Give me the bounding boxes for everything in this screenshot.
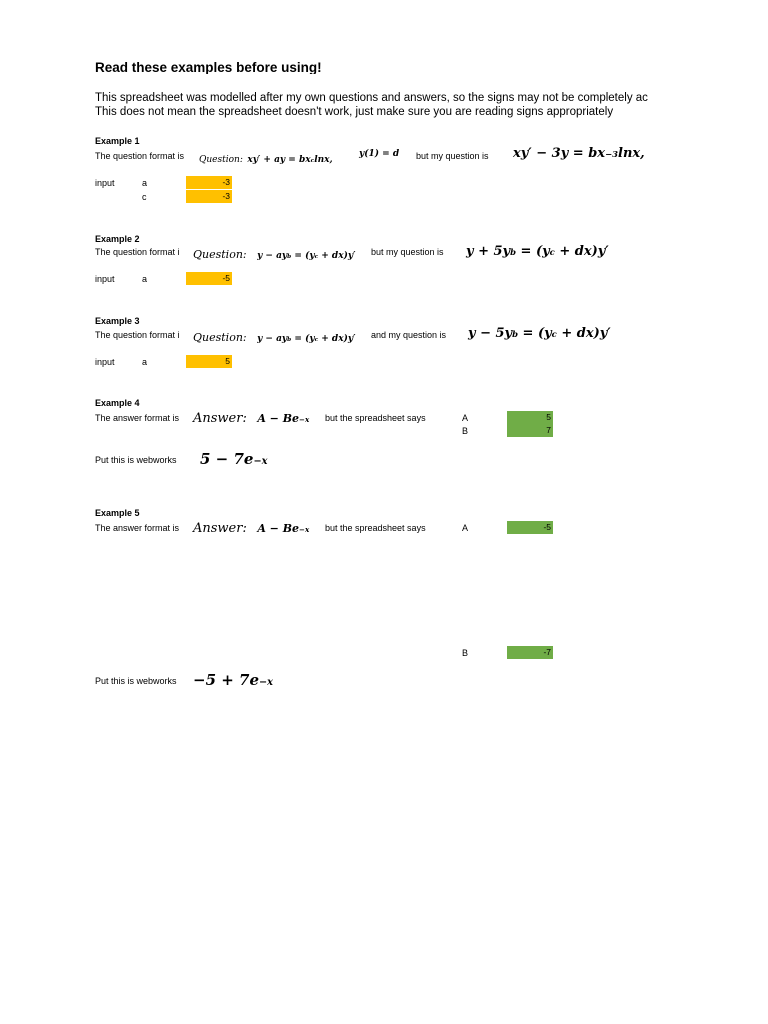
example-1-mine-label: but my question is xyxy=(416,151,489,161)
example-1-input-a-cell[interactable]: -3 xyxy=(186,176,232,189)
example-5-says-label: but the spreadsheet says xyxy=(325,523,426,533)
example-2-input-a-cell[interactable]: -5 xyxy=(186,272,232,285)
example-1-input-c-cell[interactable]: -3 xyxy=(186,190,232,203)
example-5-put-label: Put this is webworks xyxy=(95,676,177,686)
example-1-var-c: c xyxy=(142,192,147,202)
example-4-put-label: Put this is webworks xyxy=(95,455,177,465)
example-1-format-label: The question format is xyxy=(95,151,185,161)
example-2-heading: Example 2 xyxy=(95,234,140,244)
example-1-input-label: input xyxy=(95,178,115,188)
example-4-output-B-cell[interactable]: 7 xyxy=(507,424,553,437)
example-5-var-A: A xyxy=(462,523,469,533)
example-1-heading: Example 1 xyxy=(95,136,140,146)
example-3-format-label: The question format i xyxy=(95,330,180,340)
example-2-mine-equation: $y + 5y^b = (y^c + dx)y'$ xyxy=(466,244,609,259)
intro-line-1: This spreadsheet was modelled after my own questions and answers, so the signs may not be completely ac xyxy=(95,92,648,104)
example-1-initial-condition: y(1) = d xyxy=(359,149,400,159)
example-3-input-a-cell[interactable]: 5 xyxy=(186,355,232,368)
example-4-heading: Example 4 xyxy=(95,398,140,408)
example-5-answer-format: Answer: $A - Be^{-x}$ xyxy=(193,521,310,536)
example-4-output-A-cell[interactable]: 5 xyxy=(507,411,553,424)
example-5-var-B: B xyxy=(462,648,469,658)
example-1-mine-equation: $xy' - 3y = bx^{-3}\ln x$, xyxy=(513,146,645,161)
page-title: Read these examples before using! xyxy=(95,60,322,74)
example-1-format-equation: Question: xy′ + ay = $bx^c\ln x$, xyxy=(199,155,333,165)
example-3-input-label: input xyxy=(95,357,115,367)
example-4-put-equation: $5 - 7e^{-x}$ xyxy=(200,450,268,468)
example-3-mine-equation: $y - 5y^b = (y^c + dx)y'$ xyxy=(468,326,611,341)
example-3-var-a: a xyxy=(142,357,148,367)
example-3-heading: Example 3 xyxy=(95,316,140,326)
example-4-var-B: B xyxy=(462,426,469,436)
example-5-heading: Example 5 xyxy=(95,508,140,518)
title-clip xyxy=(95,58,735,74)
example-3-format-equation: Question: $y - ay^b = (y^c + dx)y'$ xyxy=(193,331,356,344)
example-2-var-a: a xyxy=(142,274,148,284)
example-5-output-A-cell[interactable]: -5 xyxy=(507,521,553,534)
example-5-format-label: The answer format is xyxy=(95,523,180,533)
example-4-says-label: but the spreadsheet says xyxy=(325,413,426,423)
example-3-mine-label: and my question is xyxy=(371,330,447,340)
intro-line-2: This does not mean the spreadsheet doesn't work, just make sure you are reading signs appropriately xyxy=(95,106,614,118)
example-2-mine-label: but my question is xyxy=(371,247,444,257)
example-2-format-label: The question format i xyxy=(95,247,180,257)
example-4-answer-format: Answer: $A - Be^{-x}$ xyxy=(193,411,310,426)
example-1-var-a: a xyxy=(142,178,148,188)
example-2-input-label: input xyxy=(95,274,115,284)
example-2-format-equation: Question: $y - ay^b = (y^c + dx)y'$ xyxy=(193,248,356,261)
example-5-put-equation: $-5 + 7e^{-x}$ xyxy=(193,671,273,689)
example-4-format-label: The answer format is xyxy=(95,413,180,423)
example-5-output-B-cell[interactable]: -7 xyxy=(507,646,553,659)
example-4-var-A: A xyxy=(462,413,469,423)
